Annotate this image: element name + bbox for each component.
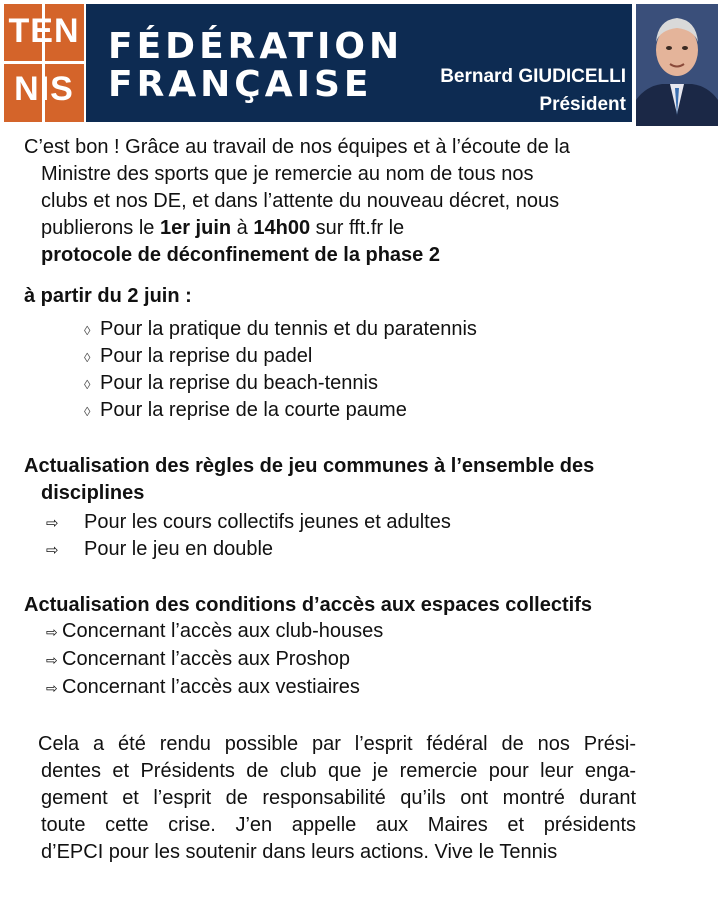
list-item: ◊ Pour la pratique du tennis et du paratennis xyxy=(84,316,477,344)
fft-logo xyxy=(4,4,84,122)
diamond-bullet-icon: ◊ xyxy=(84,323,91,338)
president-photo xyxy=(636,4,718,126)
list-item: ◊ Pour la reprise du padel xyxy=(84,343,312,371)
publication-date: 1er juin xyxy=(159,217,232,239)
arrow-bullet-icon: ⇨ xyxy=(46,542,59,559)
list-item: ⇨ Pour les cours collectifs jeunes et adultes xyxy=(46,509,451,537)
president-title: Président xyxy=(539,94,626,115)
diamond-bullet-icon: ◊ xyxy=(84,350,91,365)
section1-heading: à partir du 2 juin : xyxy=(24,285,192,307)
publication-time: 14h00 xyxy=(253,217,311,239)
intro-line-4: publierons le 1er juin à 14h00 sur fft.fr le xyxy=(41,217,405,239)
intro-line-3: clubs et nos DE, et dans l’attente du nouveau décret, nous xyxy=(41,190,560,212)
list-item: ⇨ Concernant l’accès aux Proshop xyxy=(46,646,350,674)
intro-line-5: protocole de déconfinement de la phase 2 xyxy=(41,244,440,266)
federation-title-line1: FÉDÉRATION xyxy=(108,26,404,67)
intro-line-2: Ministre des sports que je remercie au nom de tous nos xyxy=(41,163,534,185)
section3-heading: Actualisation des conditions d’accès aux espaces collectifs xyxy=(24,594,592,616)
intro-line-1: C’est bon ! Grâce au travail de nos équipes et à l’écoute de la xyxy=(24,136,570,158)
arrow-bullet-icon: ⇨ xyxy=(46,680,58,696)
list-item: ⇨ Concernant l’accès aux club-houses xyxy=(46,618,383,646)
closing-line-5: d’EPCI pour les soutenir dans leurs actions. Vive le Tennis xyxy=(41,841,558,863)
section2-heading-line1: Actualisation des règles de jeu communes à l’ensemble des xyxy=(24,455,595,477)
arrow-bullet-icon: ⇨ xyxy=(46,652,58,668)
title-band xyxy=(86,4,632,122)
closing-line-4: toute cette crise. J’en appelle aux Maires et présidents xyxy=(41,814,636,836)
closing-line-1: Cela a été rendu possible par l’esprit fédéral de nos Prési- xyxy=(38,733,636,755)
logo-text-top: TEN xyxy=(8,12,80,50)
president-name: Bernard GIUDICELLI xyxy=(440,66,626,87)
section2-heading-line2: disciplines xyxy=(41,482,145,504)
arrow-bullet-icon: ⇨ xyxy=(46,624,58,640)
list-item: ◊ Pour la reprise du beach-tennis xyxy=(84,370,378,398)
diamond-bullet-icon: ◊ xyxy=(84,404,91,419)
header-banner xyxy=(0,0,720,130)
arrow-bullet-icon: ⇨ xyxy=(46,515,59,532)
closing-line-3: gement et l’esprit de responsabilité qu’ils ont montré durant xyxy=(41,787,636,809)
list-item: ⇨ Concernant l’accès aux vestiaires xyxy=(46,674,360,702)
closing-line-2: dentes et Présidents de club que je remercie pour leur enga- xyxy=(41,760,636,782)
list-item: ◊ Pour la reprise de la courte paume xyxy=(84,397,407,425)
logo-text-bottom: NIS xyxy=(14,70,74,108)
federation-title-line2: FRANÇAISE xyxy=(108,64,373,105)
diamond-bullet-icon: ◊ xyxy=(84,377,91,392)
list-item: ⇨ Pour le jeu en double xyxy=(46,536,273,564)
